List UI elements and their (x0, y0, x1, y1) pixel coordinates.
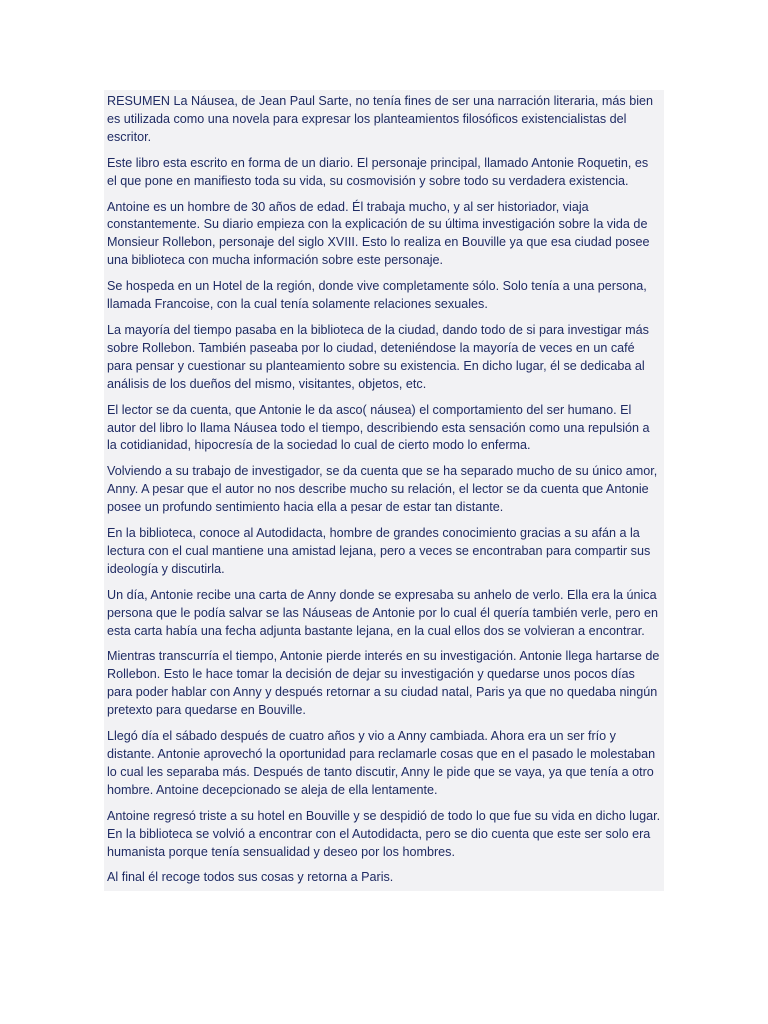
paragraph-ending: Al final él recoge todos sus cosas y retorna a Paris. (107, 870, 394, 885)
summary-text-block (104, 90, 664, 891)
paragraph-anny: Volviendo a su trabajo de investigador, se da cuenta que se ha separado mucho de su único amor, Anny. A pesar que el autor no nos describe mucho su relación, el lector se da cuenta que Antonie posee un profundo sentimiento hacia ella a pesar de estar tan distante. (107, 464, 658, 515)
paragraph-letter: Un día, Antonie recibe una carta de Anny donde se expresaba su anhelo de verlo. Ella era la única persona que le podía salvar se las Náuseas de Antonie por lo cual él quería también verle, pero en esta carta había una fecha adjunta bastante lejana, en la cual ellos dos se volvieran a encontrar. (107, 587, 658, 638)
paragraph-rollebon: Mientras transcurría el tiempo, Antonie pierde interés en su investigación. Antonie llega hartarse de Rollebon. Esto le hace tomar la decisión de dejar su investigación y quedarse unos pocos días para poder hablar con Anny y después retornar a su ciudad natal, Paris ya que no quedaba ningún pretexto para quedarse en Bouville. (107, 649, 660, 718)
paragraph-diary-form: Este libro esta escrito en forma de un diario. El personaje principal, llamado Antonie Roquetin, es el que pone en manifiesto toda su vida, su cosmovisión y sobre todo su verdadera existencia. (107, 155, 649, 188)
paragraph-autodidacta: En la biblioteca, conoce al Autodidacta, hombre de grandes conocimiento gracias a su afán a la lectura con el cual mantiene una amistad lejana, pero a veces se encontraban para compartir sus ideología y discutirla. (107, 526, 651, 576)
paragraph-intro: RESUMEN La Náusea, de Jean Paul Sarte, no tenía fines de ser una narración literaria, más bien es utilizada como una novela para expresar los planteamientos filosóficos existencialistas del escritor. (107, 94, 654, 144)
paragraph-nausea: El lector se da cuenta, que Antonie le da asco( náusea) el comportamiento del ser humano. El autor del libro lo llama Náusea todo el tiempo, describiendo esta sensación como una repulsión a la cotidianidad, hipocresía de la sociedad lo cual de cierto modo lo enferma. (107, 402, 650, 453)
paragraph-antoine: Antoine es un hombre de 30 años de edad. Él trabaja mucho, y al ser historiador, viaja constantemente. Su diario empieza con la explicación de su última investigación sobre la vida de Monsieur Rollebon, personaje del siglo XVIII. Esto lo realiza en Bouville ya que esa ciudad posee una biblioteca con mucha información sobre este personaje. (107, 199, 650, 268)
paragraph-library: La mayoría del tiempo pasaba en la biblioteca de la ciudad, dando todo de si para investigar más sobre Rollebon. También paseaba por lo ciudad, deteniéndose la mayoría de veces en un café para pensar y cuestionar su planteamiento sobre su existencia. En dicho lugar, él se dedicaba al análisis de los dueños del mismo, visitantes, objetos, etc. (107, 322, 649, 391)
paragraph-return-hotel: Antoine regresó triste a su hotel en Bouville y se despidió de todo lo que fue su vida en dicho lugar. En la biblioteca se volvió a encontrar con el Autodidacta, pero se dio cuenta que este ser solo era humanista porque tenía sensualidad y deseo por los hombres. (107, 808, 661, 859)
paragraph-saturday: Llegó día el sábado después de cuatro años y vio a Anny cambiada. Ahora era un ser frío y distante. Antonie aprovechó la oportunidad para reclamarle cosas que en el pasado le molestaban lo cual les separaba más. Después de tanto discutir, Anny le pide que se vaya, ya que tenía a otro hombre. Antoine decepcionado se aleja de ella lentamente. (107, 729, 656, 797)
paragraph-hotel: Se hospeda en un Hotel de la región, donde vive completamente sólo. Solo tenía a una persona, llamada Francoise, con la cual tenía solamente relaciones sexuales. (107, 279, 647, 312)
